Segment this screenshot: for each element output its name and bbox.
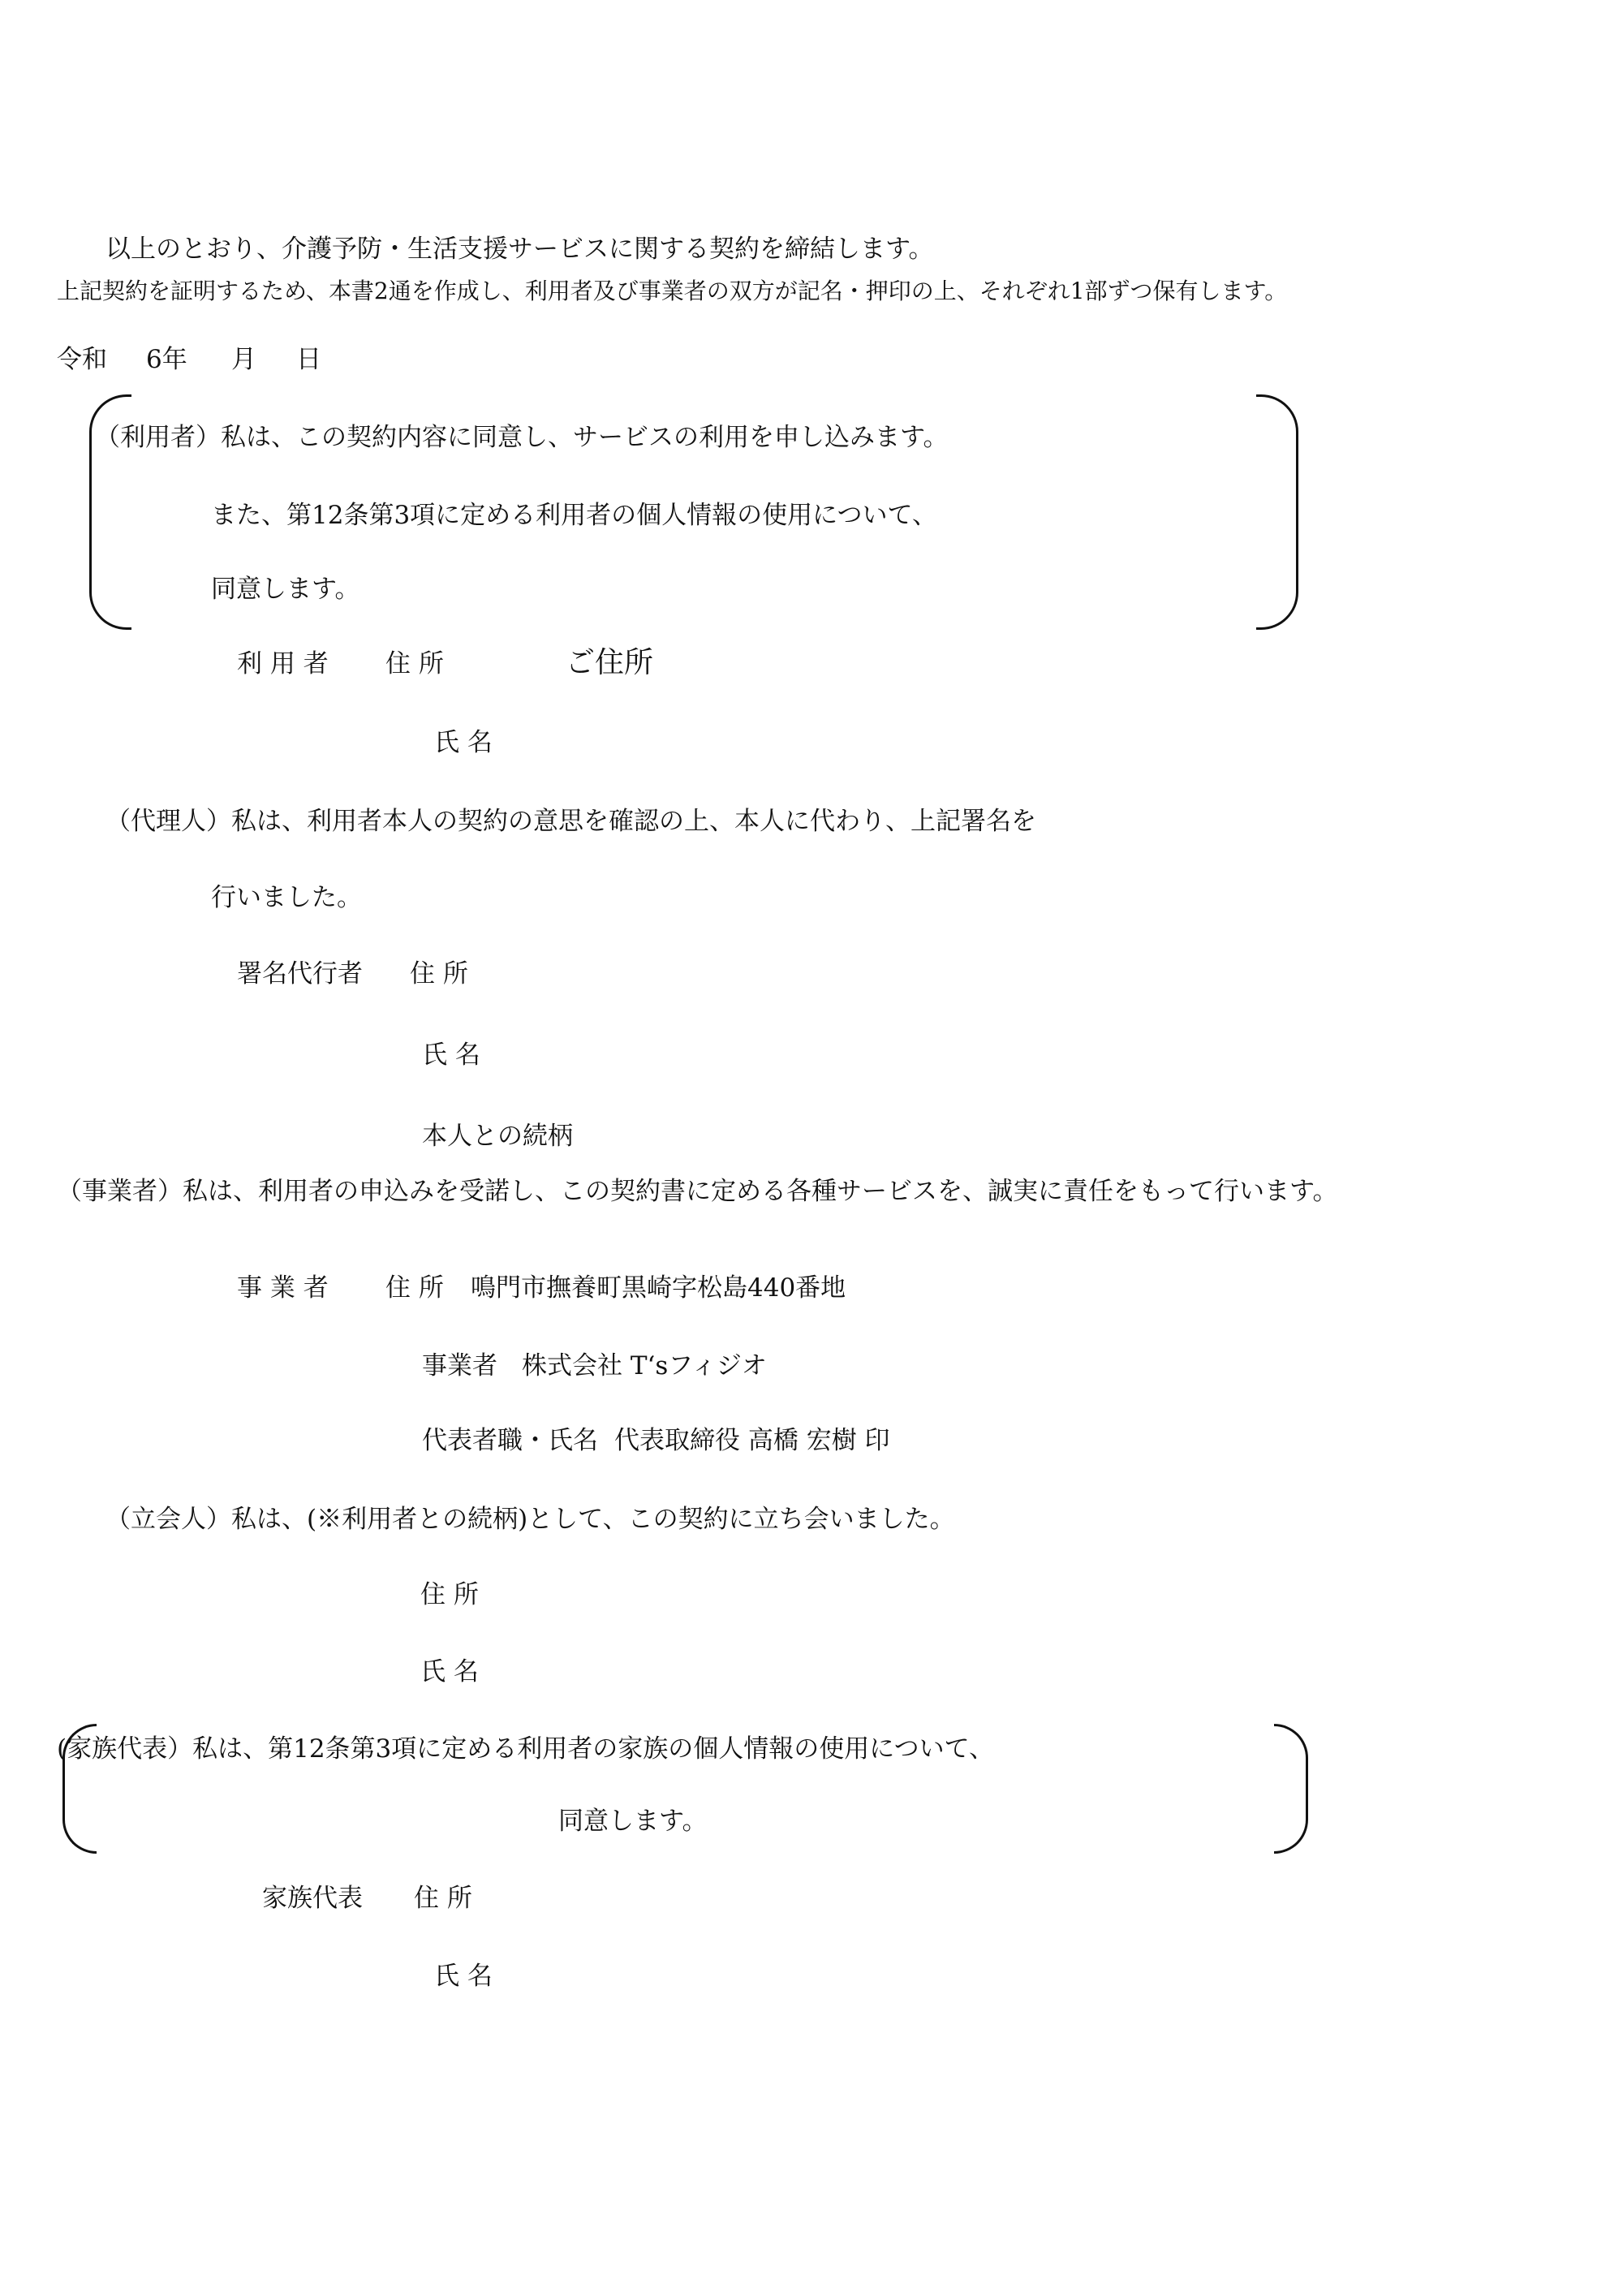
- family-bracket-right: [1274, 1724, 1308, 1854]
- provider-role-label: 事 業 者: [237, 1273, 329, 1303]
- intro-line-1: 以上のとおり、介護予防・生活支援サービスに関する契約を締結します。: [105, 235, 934, 264]
- provider-statement: （事業者）私は、利用者の申込みを受諾し、この契約書に定める各種サービスを、誠実に責任をもって行います。: [57, 1177, 1338, 1206]
- user-role-label: 利 用 者: [237, 649, 329, 678]
- user-address-value: ご住所: [566, 646, 654, 679]
- user-name-label: 氏 名: [434, 728, 493, 757]
- agent-statement-line-2: 行いました。: [211, 883, 362, 912]
- provider-address-value: 鳴門市撫養町黒崎字松島440番地: [471, 1273, 846, 1303]
- user-consent-line-1: （利用者）私は、この契約内容に同意し、サービスの利用を申し込みます。: [95, 423, 949, 452]
- family-consent-line-1: (家族代表）私は、第12条第3項に定める利用者の家族の個人情報の使用について、: [57, 1734, 995, 1764]
- witness-name-label: 氏 名: [420, 1657, 479, 1686]
- provider-rep-label: 代表者職・氏名: [422, 1426, 598, 1455]
- provider-company-value: 株式会社 T‘sフィジオ: [522, 1351, 767, 1381]
- provider-company-label: 事業者: [422, 1351, 497, 1381]
- date-month: 月: [231, 345, 256, 374]
- agent-role-label: 署名代行者: [237, 959, 363, 989]
- witness-address-label: 住 所: [420, 1580, 479, 1609]
- date-day: 日: [296, 345, 321, 374]
- family-address-label: 住 所: [414, 1884, 472, 1913]
- family-name-label: 氏 名: [434, 1962, 493, 1991]
- family-role-label: 家族代表: [262, 1884, 363, 1913]
- user-consent-line-2: また、第12条第3項に定める利用者の個人情報の使用について、: [211, 501, 937, 530]
- agent-statement-line-1: （代理人）私は、利用者本人の契約の意思を確認の上、本人に代わり、上記署名を: [105, 807, 1036, 836]
- date-year: 6年: [146, 345, 187, 374]
- date-era: 令和: [57, 345, 107, 374]
- agent-address-label: 住 所: [410, 959, 468, 989]
- user-consent-line-3: 同意します。: [211, 575, 360, 604]
- provider-rep-value: 代表取締役 高橋 宏樹 印: [614, 1426, 890, 1455]
- agent-relation-label: 本人との続柄: [422, 1122, 573, 1151]
- provider-address-label: 住 所: [385, 1273, 444, 1303]
- family-consent-line-2: 同意します。: [558, 1807, 708, 1836]
- intro-line-2: 上記契約を証明するため、本書2通を作成し、利用者及び事業者の双方が記名・押印の上、それぞれ1部ずつ保有します。: [57, 278, 1288, 304]
- user-bracket-right: [1256, 394, 1298, 630]
- user-address-label: 住 所: [385, 649, 444, 678]
- witness-statement: （立会人）私は、(※利用者との続柄)として、この契約に立ち会いました。: [105, 1505, 955, 1534]
- agent-name-label: 氏 名: [422, 1040, 480, 1070]
